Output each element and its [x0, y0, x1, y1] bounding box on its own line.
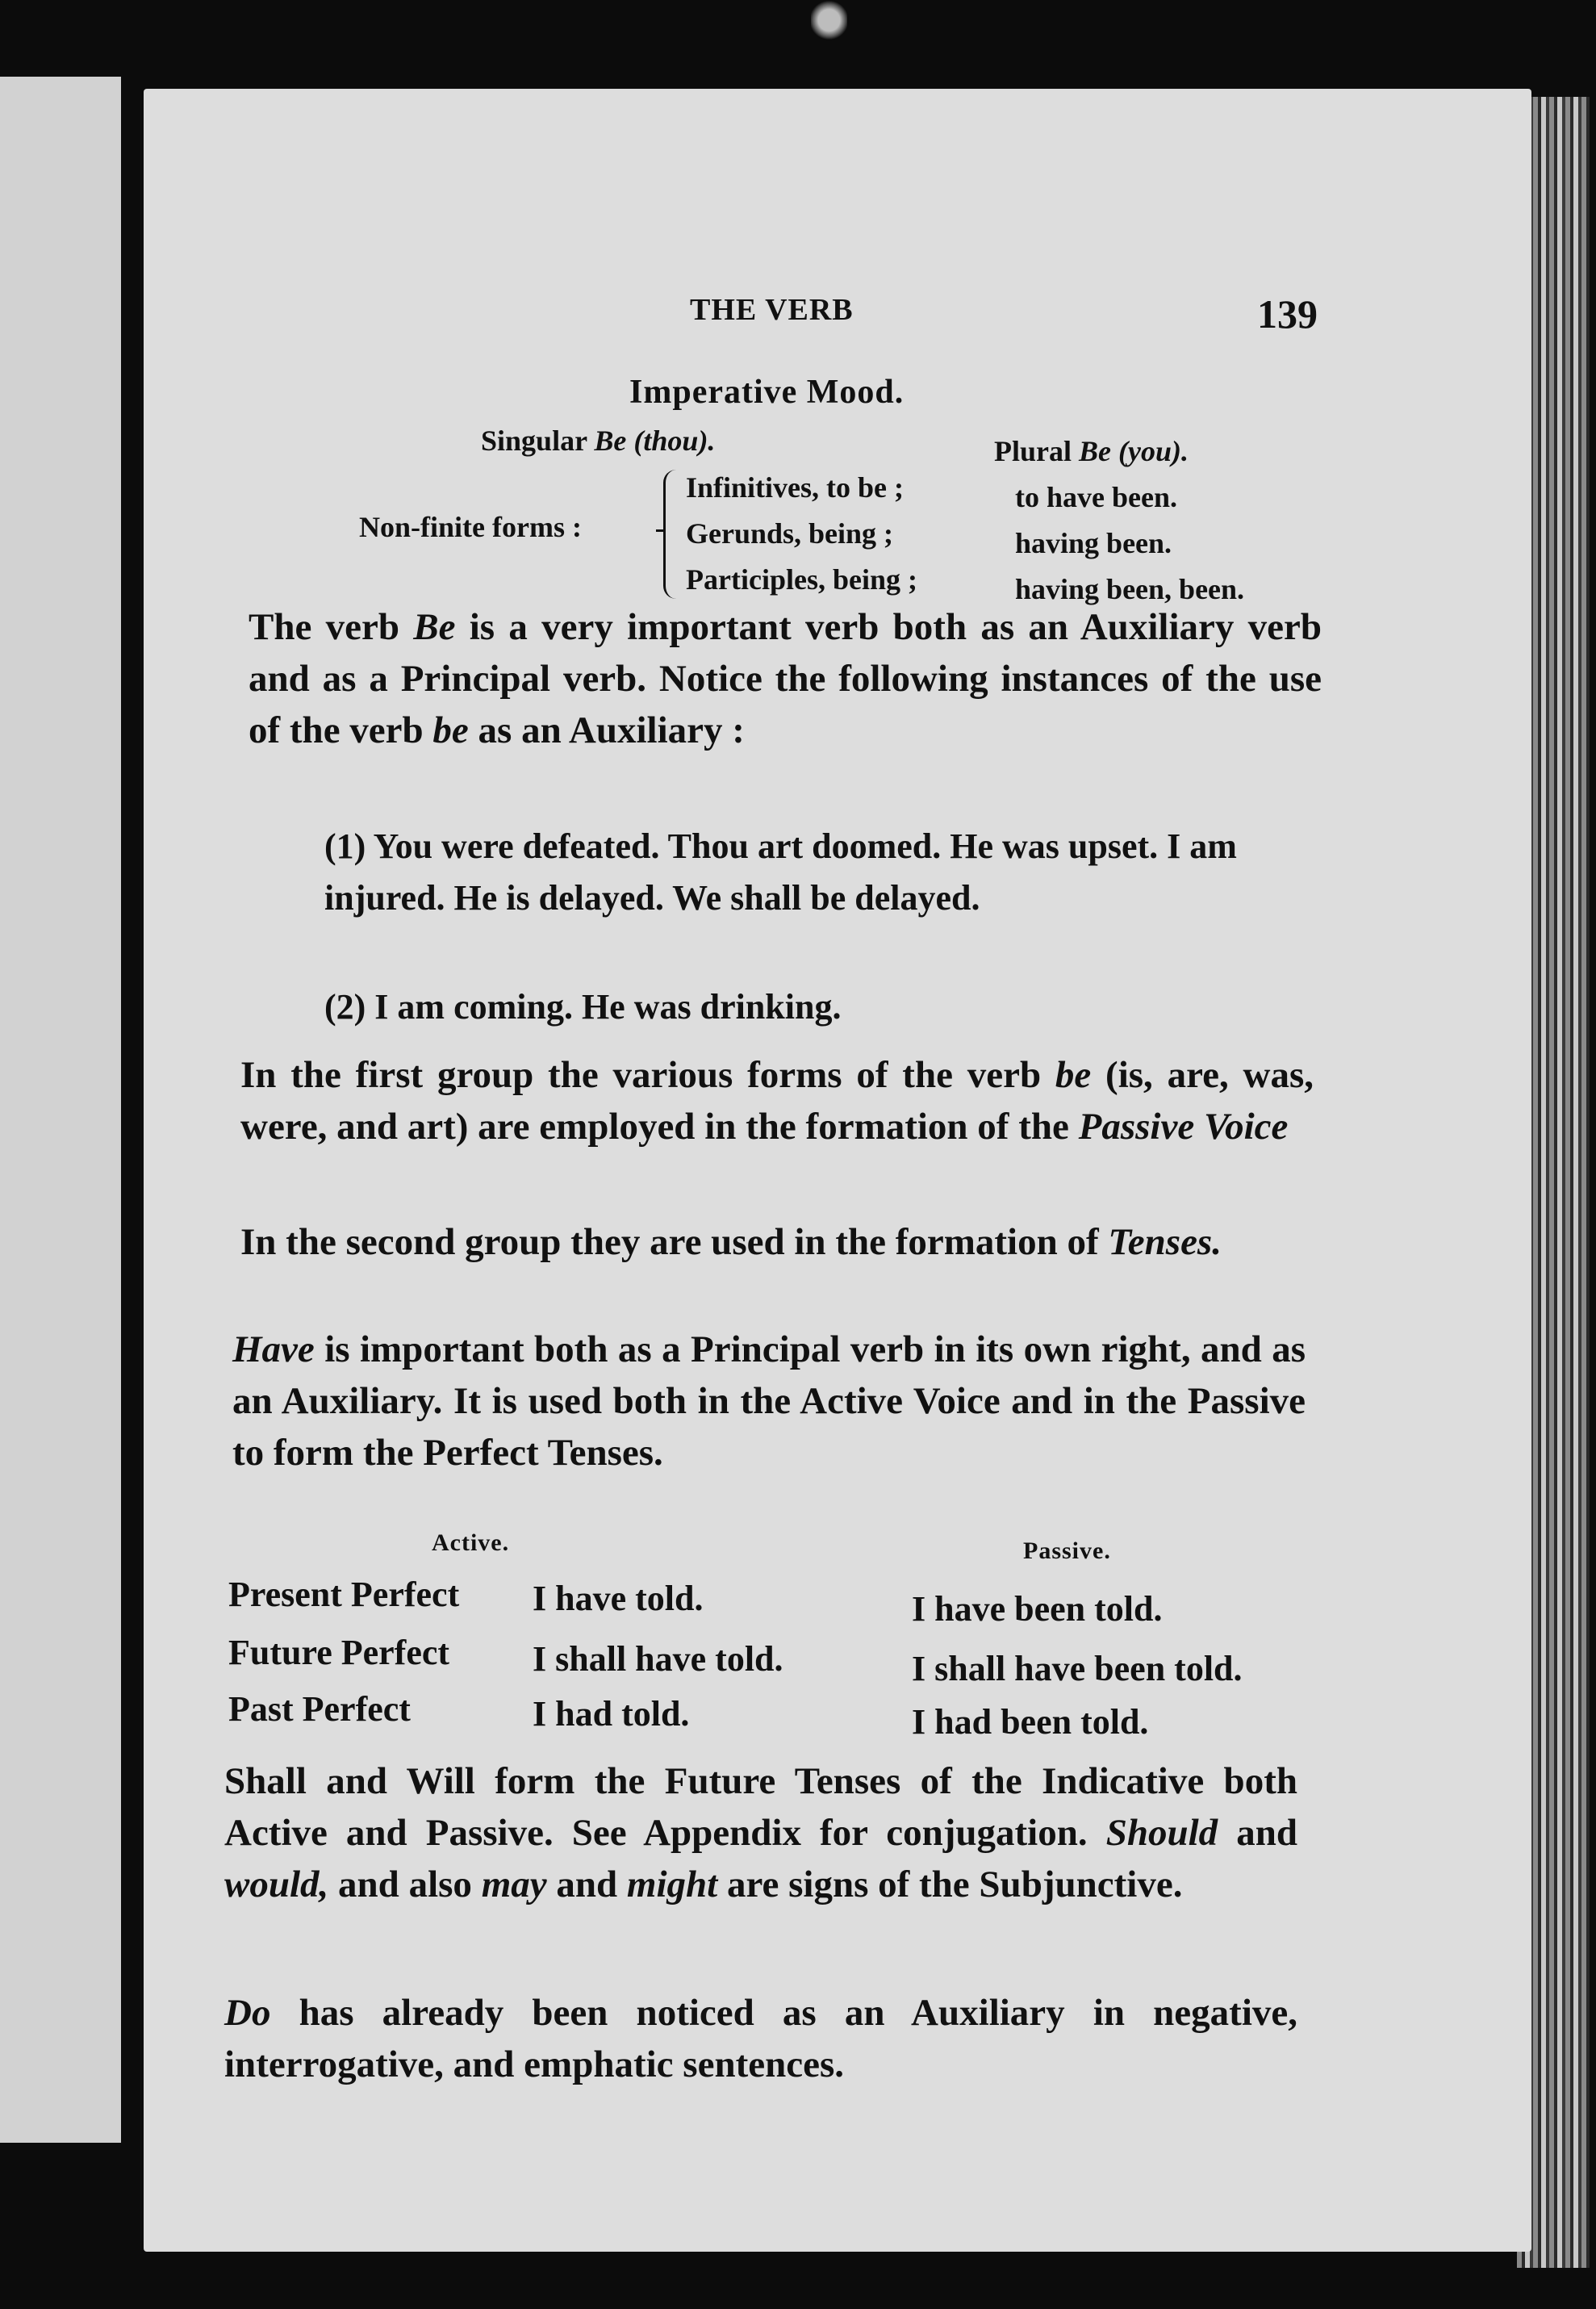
curly-brace	[663, 470, 680, 599]
nonfinite-gerund: Gerunds, being ;	[686, 517, 894, 550]
binding-ornament	[811, 0, 847, 40]
paragraph-1: The verb Be is a very important verb both as an Auxiliary verb and as a Principal verb. Notice the following instances of the use of the verb be as an Auxiliary :	[249, 606, 1322, 751]
paragraph-3: In the second group they are used in the formation of Tenses.	[240, 1221, 1222, 1263]
active-column-head: Active.	[432, 1529, 510, 1556]
paragraph-6: Do has already been noticed as an Auxiliary in negative, interrogative, and emphatic sentences.	[224, 1992, 1297, 2085]
running-head: THE VERB	[690, 293, 854, 327]
table-row-passive: I shall have been told.	[912, 1649, 1243, 1688]
paragraph-4: Have is important both as a Principal verb in its own right, and as an Auxiliary. It is used both in the Active Voice and in the Passive to form the Perfect Tenses.	[232, 1328, 1306, 1474]
book-page	[144, 89, 1531, 2252]
table-row-passive: I had been told.	[912, 1702, 1149, 1742]
plural-form: Plural Be (you).	[994, 435, 1189, 467]
nonfinite-label: Non-finite forms :	[359, 511, 582, 543]
facing-page-edge	[0, 77, 121, 2143]
section-title: Imperative Mood.	[629, 374, 905, 411]
passive-column-head: Passive.	[1023, 1537, 1111, 1564]
example-1: (1) You were defeated. Thou art doomed. He was upset. I am injured. He is delayed. We shall be delayed.	[324, 826, 1237, 918]
nonfinite-infinitive: Infinitives, to be ;	[686, 471, 904, 504]
paragraph-5: Shall and Will form the Future Tenses of the Indicative both Active and Passive. See Appendix for conjugation. Should and would, and also may and might are signs of the Subjunctive.	[224, 1760, 1297, 1905]
table-row-tense: Future Perfect	[228, 1633, 450, 1672]
singular-form: Singular Be (thou).	[481, 425, 716, 457]
nonfinite-gerund-plural: having been.	[1015, 527, 1172, 559]
table-row-tense: Past Perfect	[228, 1689, 411, 1729]
table-row-tense: Present Perfect	[228, 1575, 460, 1614]
nonfinite-infinitive-plural: to have been.	[1015, 481, 1177, 513]
table-row-passive: I have been told.	[912, 1589, 1163, 1629]
curly-brace-tip	[656, 529, 664, 532]
table-row-active: I shall have told.	[533, 1639, 783, 1679]
nonfinite-participle: Participles, being ;	[686, 563, 917, 596]
table-row-active: I have told.	[533, 1579, 704, 1618]
paragraph-2: In the first group the various forms of the verb be (is, are, was, were, and art) are employed in the formation of the Passive Voice	[240, 1054, 1314, 1148]
table-row-active: I had told.	[533, 1694, 690, 1734]
page-number: 139	[1257, 291, 1318, 337]
example-2: (2) I am coming. He was drinking.	[324, 987, 842, 1027]
nonfinite-participle-plural: having been, been.	[1015, 573, 1245, 605]
